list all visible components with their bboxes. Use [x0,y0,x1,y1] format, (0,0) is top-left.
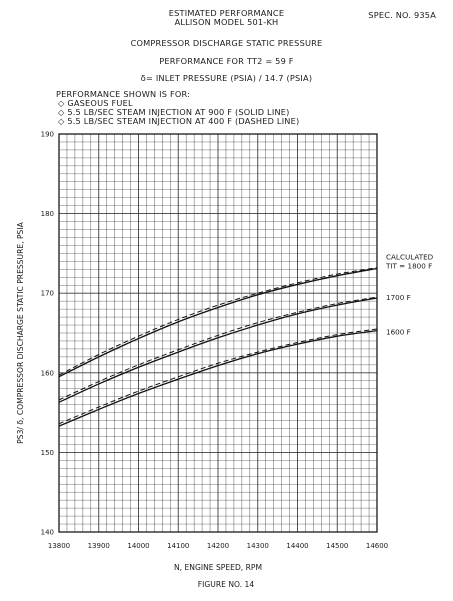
bullet-icon: ◇ [58,116,68,126]
curve-label-2: 1700 F [386,292,411,302]
bullet-gaseous-fuel: ◇ GASEOUS FUEL [58,98,133,108]
y-axis-label: PS3/ δ, COMPRESSOR DISCHARGE STATIC PRESSURE, PSIA [16,222,25,444]
performance-shown-heading: PERFORMANCE SHOWN IS FOR: [56,89,191,99]
x-tick-label: 13900 [87,542,110,550]
bullet-steam-900f: ◇ 5.5 LB/SEC STEAM INJECTION AT 900 F (SOLID LINE) [58,107,290,117]
y-tick-label: 160 [40,369,54,378]
y-tick-label: 170 [40,289,54,298]
curve-label-1: CALCULATED [386,252,434,262]
y-tick-label: 140 [40,528,54,537]
y-tick-label: 150 [40,448,54,457]
bullet-steam-400f: ◇ 5.5 LB/SEC STEAM INJECTION AT 400 F (DASHED LINE) [58,116,300,126]
chart-grid [59,134,377,532]
x-tick-label: 14600 [365,542,389,550]
bullet-icon: ◇ [58,107,68,117]
tick-labels [41,131,389,551]
figure-title-line1: ESTIMATED PERFORMANCE [168,8,285,18]
x-tick-label: 13800 [47,542,71,550]
curve-labels [385,253,434,337]
chart-subtitle: COMPRESSOR DISCHARGE STATIC PRESSURE [130,38,323,48]
y-tick-label: 180 [40,210,54,219]
x-tick-label: 14000 [127,542,150,550]
x-tick-label: 14500 [326,542,349,550]
spec-number: SPEC. NO. 935A [368,10,436,20]
bullet-icon: ◇ [58,98,68,108]
figure-title-line2: ALLISON MODEL 501-KH [174,17,279,27]
x-tick-label: 14400 [286,542,309,550]
delta-definition: δ= INLET PRESSURE (PSIA) / 14.7 (PSIA) [140,73,313,83]
curve-label-3: 1600 F [386,327,411,337]
y-tick-label: 190 [40,130,54,139]
curve-label-1-line2: TIT = 1800 F [386,261,433,271]
x-tick-label: 14100 [167,542,190,550]
performance-condition: PERFORMANCE FOR TT2 = 59 F [159,56,294,66]
figure-number: FIGURE NO. 14 [197,580,255,589]
x-tick-label: 14200 [206,542,230,550]
x-axis-label: N, ENGINE SPEED, RPM [173,563,263,572]
x-tick-label: 14300 [246,542,269,550]
